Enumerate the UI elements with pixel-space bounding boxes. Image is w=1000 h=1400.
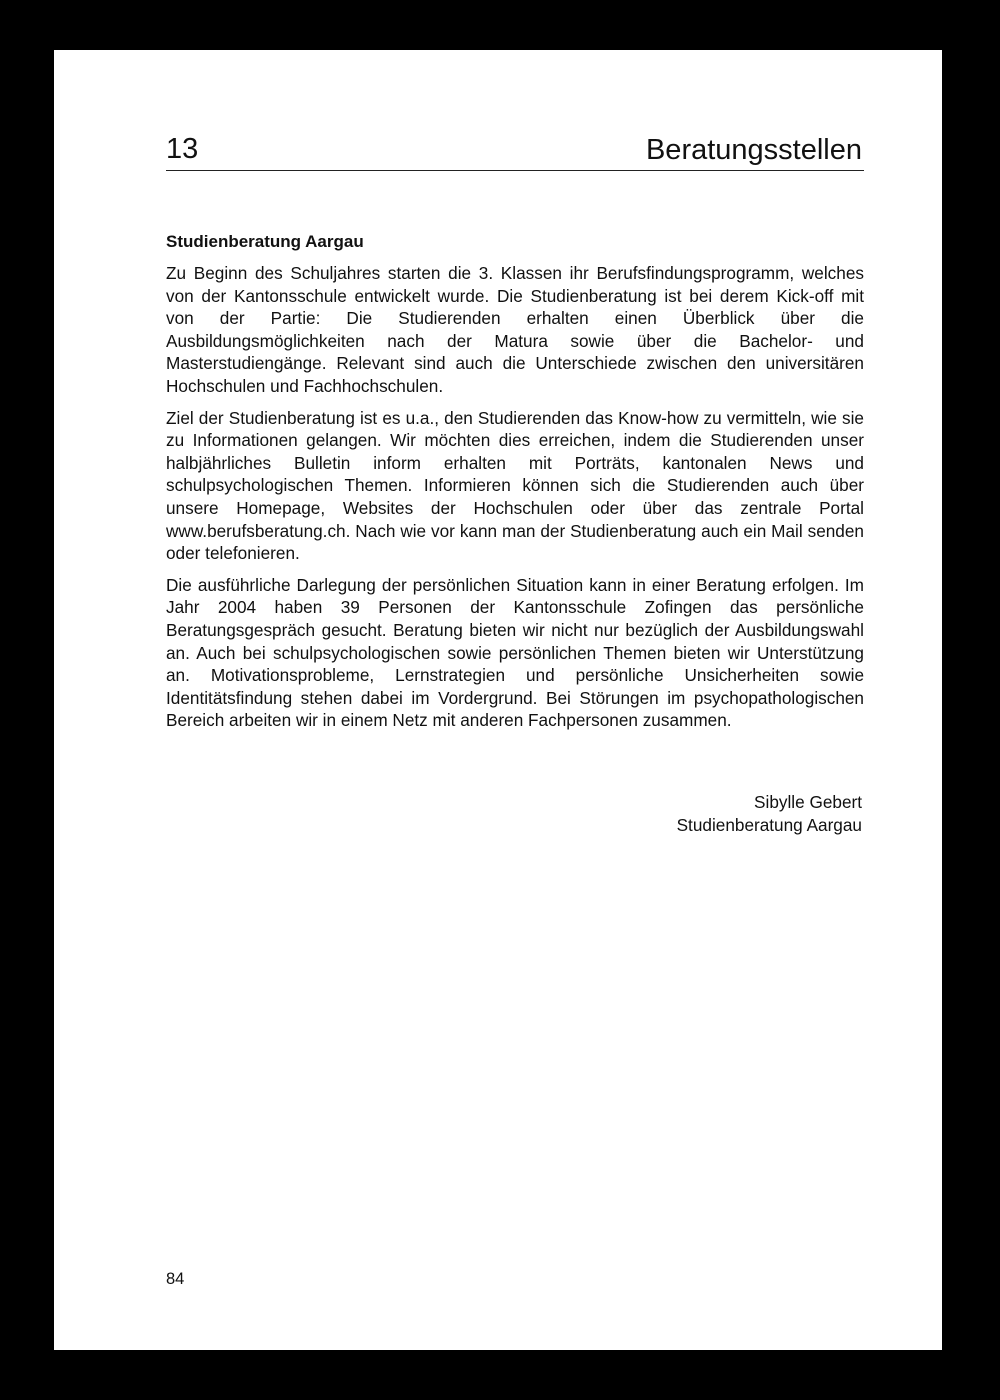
section-heading: Studienberatung Aargau <box>166 232 364 251</box>
paragraph: Die ausführliche Darlegung der persönlichen Situation kann in einer Beratung erfolgen. Im Jahr 2004 haben 39 Personen der Kantonsschule Zofingen das persönliche Beratungsgespräch gesucht. Beratung bieten wir nicht nur bezüglich der Ausbildungswahl an. Auch bei schulpsychologischen sowie persönlichen Themen bieten wir Unterstützung an. Motivationsprobleme, Lernstrategien und persönliche Unsicherheiten sowie Identitätsfindung stehen dabei im Vordergrund. Bei Störungen im psychopathologischen Bereich arbeiten wir in einem Netz mit anderen Fachpersonen zusammen. <box>166 574 864 731</box>
chapter-title: Beratungsstellen <box>645 134 862 166</box>
chapter-number: 13 <box>166 133 199 165</box>
page-number: 84 <box>166 1270 185 1288</box>
paragraph: Ziel der Studienberatung ist es u.a., den Studierenden das Know-how zu vermitteln, wie sie zu Informationen gelangen. Wir möchten dies erreichen, indem die Studierenden unser halbjährliches Bulletin inform erhalten mit Porträts, kantonalen News und schulpsychologischen Themen. Informieren können sich die Studierenden auch über unsere Homepage, Websites der Hochschulen oder über das zentrale Portal www.berufsberatung.ch. Nach wie vor kann man der Studienberatung auch ein Mail senden oder telefonieren. <box>166 407 864 564</box>
signature-organization: Studienberatung Aargau <box>676 815 862 835</box>
chapter-header <box>166 128 864 171</box>
paragraph: Zu Beginn des Schuljahres starten die 3. Klassen ihr Berufsfindungsprogramm, welches von der Kantonsschule entwickelt wurde. Die Studienberatung ist bei derem Kick-off mit von der Partie: Die Studierenden erhalten einen Überblick über die Ausbildungsmöglichkeiten nach der Matura sowie über die Bachelor- und Masterstudiengänge. Relevant sind auch die Unterschiede zwischen den universitären Hochschulen und Fachhochschulen. <box>166 263 864 396</box>
signature-block <box>677 791 862 837</box>
body-text <box>166 262 864 741</box>
signature-name: Sibylle Gebert <box>754 792 862 812</box>
document-page <box>54 50 942 1350</box>
